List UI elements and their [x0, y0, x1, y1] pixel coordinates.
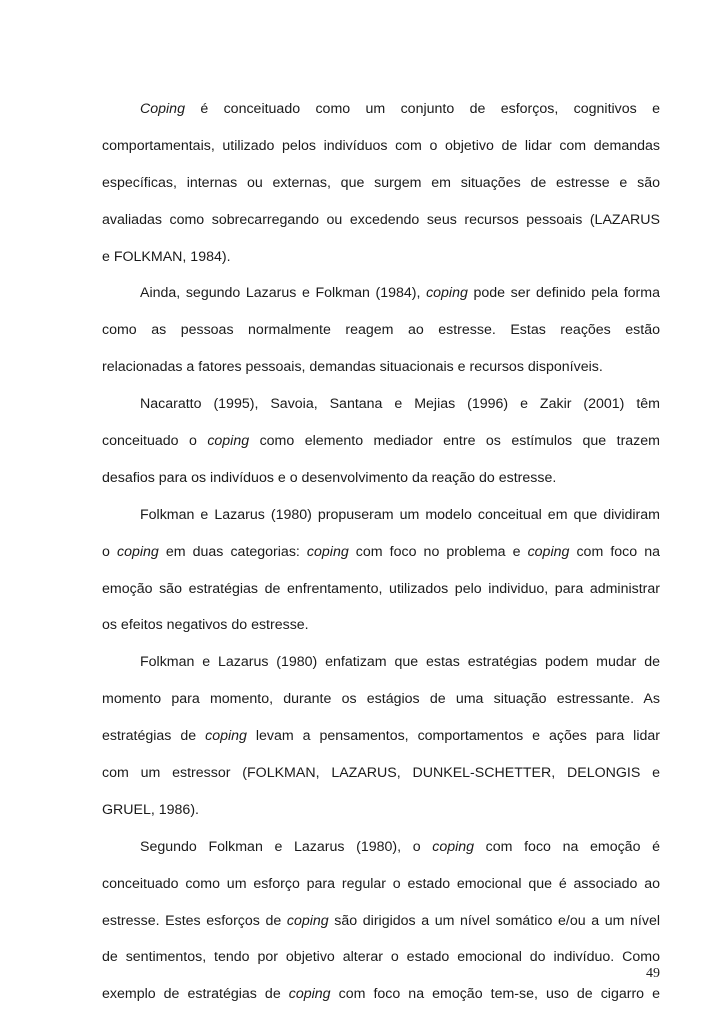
text-line: [102, 133, 660, 170]
text-segment: conceituado como um esforço para regular o estado emocional que é associado ao: [102, 875, 660, 892]
text-segment: momento para momento, durante os estágios de uma situação estressante. As: [102, 691, 660, 708]
text-segment: com foco no problema e: [348, 543, 528, 560]
paragraph: [102, 391, 660, 502]
text-line: [102, 244, 660, 281]
text-line: [102, 612, 660, 649]
text-segment: GRUEL, 1986).: [102, 801, 199, 818]
text-line: [102, 871, 660, 908]
italic-term: coping: [432, 838, 475, 855]
italic-term: coping: [205, 728, 247, 745]
text-line: [102, 686, 660, 723]
text-segment: e FOLKMAN, 1984).: [102, 248, 231, 265]
text-segment: os efeitos negativos do estresse.: [102, 617, 309, 634]
text-segment: como as pessoas normalmente reagem ao estresse. Estas reações estão: [102, 322, 660, 339]
italic-term: coping: [116, 543, 159, 560]
text-line: [102, 317, 660, 354]
text-line: [102, 723, 660, 760]
text-segment: Segundo Folkman e Lazarus (1980), o: [140, 838, 433, 855]
text-segment: Ainda, segundo Lazarus e Folkman (1984),: [140, 285, 427, 302]
text-segment: relacionadas a fatores pessoais, demandas situacionais e recursos disponíveis.: [102, 359, 603, 376]
paragraph: [102, 502, 660, 650]
text-segment: com um estressor (FOLKMAN, LAZARUS, DUNKEL-SCHETTER, DELONGIS e: [102, 765, 660, 782]
text-line: [102, 797, 660, 834]
text-segment: Folkman e Lazarus (1980) enfatizam que estas estratégias podem mudar de: [140, 654, 660, 671]
text-segment: com foco na emoção é: [474, 838, 660, 855]
text-segment: Folkman e Lazarus (1980) propuseram um modelo conceitual em que dividiram: [140, 506, 660, 523]
text-segment: são dirigidos a um nível somático e/ou a um nível: [328, 912, 660, 929]
text-segment: conceituado o: [102, 433, 208, 450]
text-segment: específicas, internas ou externas, que surgem em situações de estresse e são: [102, 174, 660, 191]
text-segment: estresse. Estes esforços de: [102, 912, 287, 929]
paragraph: [102, 834, 660, 1018]
text-segment: exemplo de estratégias de: [102, 986, 289, 1003]
text-line: [102, 760, 660, 797]
italic-term: coping: [306, 543, 349, 560]
text-segment: levam a pensamentos, comportamentos e ações para lidar: [246, 728, 660, 745]
text-segment: emoção são estratégias de enfrentamento, utilizados pelo individuo, para administrar: [102, 580, 660, 597]
body-text: [102, 96, 660, 1018]
paragraph: [102, 96, 660, 280]
text-line: [102, 834, 660, 871]
text-segment: comportamentais, utilizado pelos indivíduos com o objetivo de lidar com demandas: [102, 137, 660, 154]
page-number: 49: [646, 966, 660, 981]
text-line: [102, 207, 660, 244]
text-line: [102, 502, 660, 539]
text-line: [102, 354, 660, 391]
text-line: [102, 539, 660, 576]
paragraph: [102, 649, 660, 833]
text-segment: estratégias de: [102, 728, 206, 745]
text-line: [102, 465, 660, 502]
text-line: [102, 428, 660, 465]
italic-term: coping: [207, 433, 250, 450]
italic-term: coping: [286, 912, 329, 929]
paragraph: [102, 280, 660, 391]
text-segment: com foco na emoção tem-se, uso de cigarro e: [330, 986, 660, 1003]
text-segment: o: [102, 543, 117, 560]
italic-term: coping: [527, 543, 570, 560]
text-line: [102, 96, 660, 133]
text-segment: avaliadas como sobrecarregando ou excedendo seus recursos pessoais (LAZARUS: [102, 211, 660, 228]
text-line: [102, 280, 660, 317]
text-line: [102, 649, 660, 686]
text-line: [102, 170, 660, 207]
text-segment: de sentimentos, tendo por objetivo alterar o estado emocional do indivíduo. Como: [102, 949, 660, 966]
text-segment: em duas categorias:: [158, 543, 307, 560]
italic-term: Coping: [140, 101, 185, 117]
text-segment: é conceituado como um conjunto de esforços, cognitivos e: [184, 101, 660, 117]
text-line: [102, 576, 660, 613]
text-line: [102, 908, 660, 945]
text-line: [102, 391, 660, 428]
text-segment: como elemento mediador entre os estímulos que trazem: [249, 433, 660, 450]
text-segment: Nacaratto (1995), Savoia, Santana e Mejias (1996) e Zakir (2001) têm: [140, 396, 660, 413]
text-line: [102, 981, 660, 1018]
text-segment: desafios para os indivíduos e o desenvolvimento da reação do estresse.: [102, 469, 557, 486]
text-line: [102, 944, 660, 981]
text-segment: com foco na: [569, 543, 660, 560]
italic-term: coping: [288, 986, 331, 1003]
italic-term: coping: [426, 285, 468, 302]
text-segment: pode ser definido pela forma: [467, 285, 660, 302]
